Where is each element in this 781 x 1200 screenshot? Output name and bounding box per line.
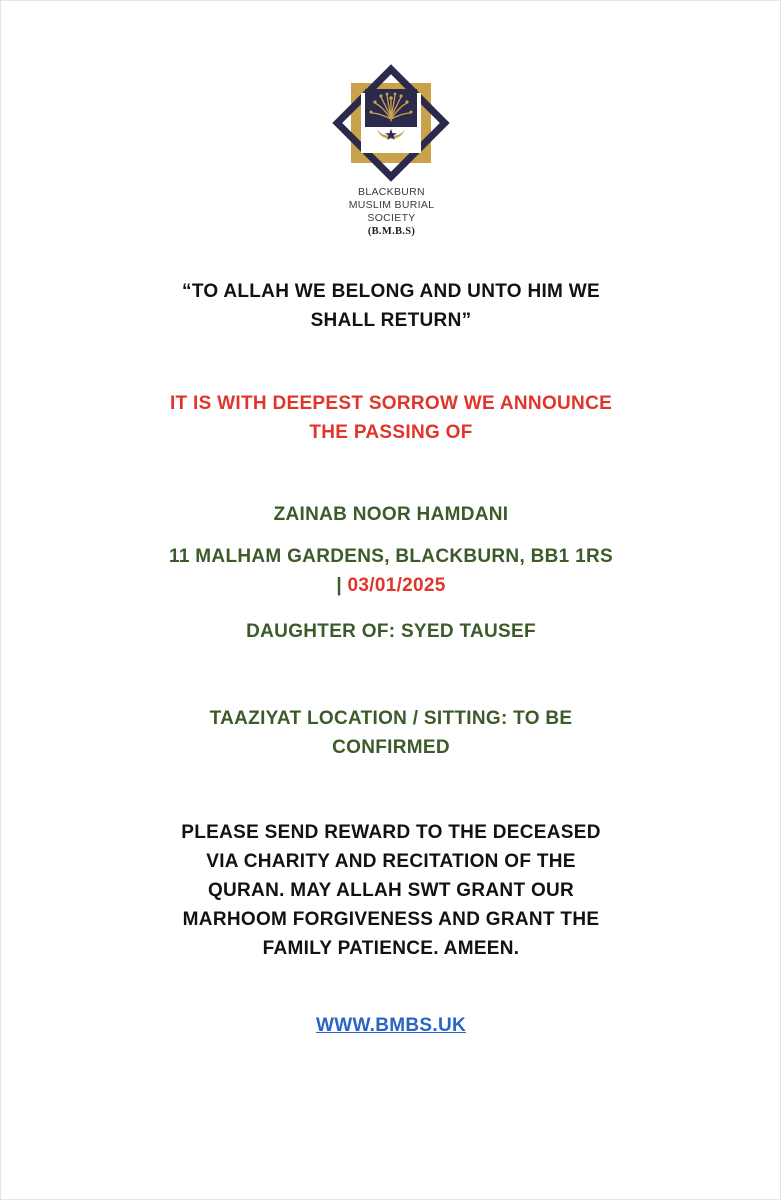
quote-text [91, 277, 691, 335]
message-line2: VIA CHARITY AND RECITATION OF THE [206, 851, 576, 872]
message-line5: FAMILY PATIENCE. AMEEN. [262, 938, 520, 959]
taaziyat-line1: TAAZIYAT LOCATION / SITTING: TO BE [209, 708, 573, 729]
announcement-line1: IT IS WITH DEEPEST SORROW WE ANNOUNCE [169, 393, 613, 414]
message-line3: QURAN. MAY ALLAH SWT GRANT OUR [207, 880, 575, 901]
deceased-address [91, 542, 691, 600]
quote-line2: SHALL RETURN” [310, 310, 472, 331]
taaziyat-line2: CONFIRMED [332, 737, 450, 758]
prayer-message [91, 818, 691, 963]
org-abbreviation: (B.M.B.S) [367, 226, 416, 237]
quote-line1: “TO ALLAH WE BELONG AND UNTO HIM WE [182, 281, 600, 302]
relation-text: DAUGHTER OF: SYED TAUSEF [246, 621, 536, 642]
website-container [91, 1011, 691, 1040]
separator: | [336, 575, 348, 596]
taaziyat-info [91, 704, 691, 762]
org-name-line3: SOCIETY [367, 212, 416, 224]
deceased-name: ZAINAB NOOR HAMDANI [273, 504, 509, 525]
message-line4: MARHOOM FORGIVENESS AND GRANT THE [182, 909, 600, 930]
date-line [91, 571, 691, 600]
announcement-heading [91, 389, 691, 447]
website-link[interactable]: WWW.BMBS.UK [316, 1015, 466, 1036]
org-name-line1: BLACKBURN [358, 186, 425, 198]
org-name-line2: MUSLIM BURIAL [348, 199, 435, 211]
message-line1: PLEASE SEND REWARD TO THE DECEASED [181, 822, 601, 843]
address-line: 11 MALHAM GARDENS, BLACKBURN, BB1 1RS [169, 546, 613, 567]
crescent-star-emblem-icon [327, 59, 455, 187]
death-date: 03/01/2025 [347, 575, 446, 596]
announcement-line2: THE PASSING OF [309, 422, 473, 443]
